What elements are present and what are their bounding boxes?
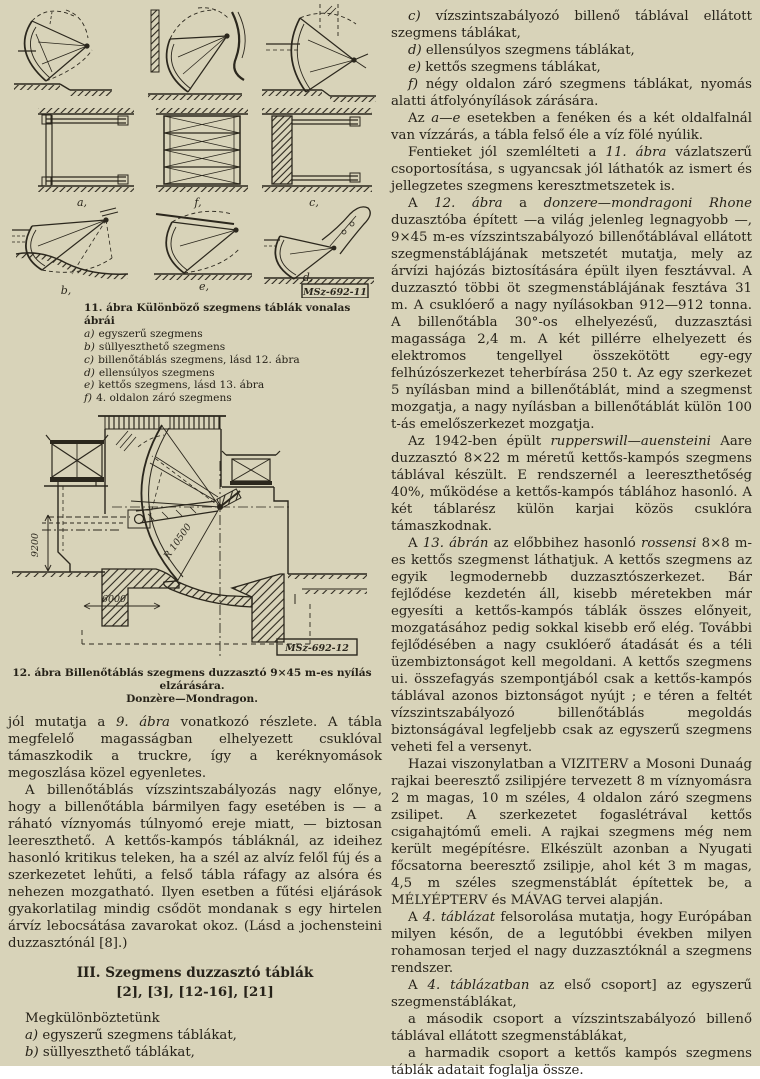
italic-text: c)	[408, 9, 421, 24]
italic-text: rossensi	[640, 536, 697, 551]
fig12-pier-structure	[98, 416, 288, 574]
caption-item-label: f)	[84, 392, 93, 405]
text: vonatkozó részlete. A tábla megfelelő magasságban elhelyezett csuklóval támaszkodik a truckre, így a keréknyomások megoszlása közel egyenletes.	[8, 715, 383, 782]
figure-11-caption-items	[84, 328, 372, 405]
fig11-cross-section-c	[262, 108, 372, 192]
caption-item-text: 4. oldalon záró szegmens	[96, 392, 232, 405]
left-column-text	[8, 714, 382, 1061]
figure-12-caption	[8, 667, 376, 706]
italic-text: f)	[408, 77, 419, 92]
text: Fentieket jól szemlélteti a	[408, 145, 606, 160]
paragraph	[8, 714, 382, 782]
fig11-label-e: e,	[198, 280, 210, 293]
fig12-left-hoist-truss	[44, 435, 108, 486]
text: esetekben a fenéken és a két oldalfalnál van vízzárás, a tábla felső éle a víz fölé nyúlik.	[391, 111, 752, 143]
fig11-gate-lowerable	[12, 208, 128, 279]
fig11-label-a: a,	[76, 196, 88, 209]
caption-item-label: d)	[84, 366, 95, 379]
fig11-gate-with-flap	[262, 4, 376, 102]
paragraph	[391, 433, 752, 535]
caption-item	[84, 328, 372, 341]
caption-item-label: c)	[84, 353, 95, 366]
italic-text: rupperswill—auensteini	[550, 434, 711, 449]
text: A	[408, 196, 435, 211]
paragraph	[8, 1010, 382, 1027]
text: Az	[408, 111, 432, 126]
fig12-right-hoist-truss	[222, 451, 280, 485]
figure-12-caption-line1: 12. ábra Billenőtáblás szegmens duzzasztó 9×45 m-es nyílás elzárására.	[12, 667, 372, 693]
text: III. Szegmens duzzasztó táblák	[76, 965, 314, 982]
paragraph	[391, 8, 752, 42]
caption-item	[84, 379, 372, 392]
italic-text: 9. ábra	[115, 715, 170, 731]
text: a	[502, 196, 544, 211]
figure-12-weir-cross-section	[12, 411, 368, 663]
caption-item	[84, 367, 372, 380]
paragraph	[391, 535, 752, 756]
italic-text: e)	[408, 60, 422, 75]
fig11-stamp-text: MSz-692-11	[303, 287, 367, 298]
paragraph	[391, 756, 752, 909]
left-column	[8, 2, 382, 1061]
fig12-water-level-lines	[42, 517, 130, 530]
fig11-gate-counterweighted	[264, 207, 374, 284]
text: süllyeszthető táblákat,	[38, 1045, 195, 1061]
italic-text: a—e	[431, 111, 461, 126]
italic-text: d)	[408, 43, 422, 58]
paragraph	[391, 1011, 752, 1045]
fig11-gate-simple-segment	[14, 10, 112, 96]
paragraph	[391, 977, 752, 1011]
fig11-label-d: d,	[302, 271, 314, 284]
italic-text: 12. ábra	[434, 196, 503, 211]
text: ellensúlyos szegmens táblákat,	[421, 43, 635, 58]
paragraph	[8, 1044, 382, 1061]
text: Hazai viszonylatban a VIZITERV a Mosoni Dunaág rajkai beeresztő zsilipjére tervezett 8 m víznyomásra 2 m magas, 10 m széles, 4 oldalon záró szegmens zsilipet. A szerkezetet fogaslétrával kettős csigahajtómű emeli. A rajkai szegmens még nem került megépítésre. Elkészült azonban a Nyugati főcsatorna beeresztő zsilipje, ahol két 3 m magas, 4,5 m széles szegmenstáblát építettek be, a MÉLYÉPTERV és MÁVAG tervei alapján.	[391, 757, 752, 908]
text: Az 1942-ben épült	[408, 434, 551, 449]
italic-text: donzere—mondragoni Rhone	[543, 196, 752, 211]
fig11-stamp-box	[302, 284, 368, 298]
caption-item	[84, 341, 372, 354]
text: A	[408, 910, 423, 925]
caption-item-label: a)	[84, 327, 95, 340]
italic-text: 4. táblázat	[422, 910, 496, 925]
paragraph	[391, 1045, 752, 1079]
text: az előbbihez hasonló	[488, 536, 641, 551]
figure-12-caption-line2: Donzère—Mondragon.	[126, 693, 258, 706]
fig12-stamp-box	[277, 639, 357, 655]
text: jól mutatja a	[8, 715, 116, 731]
italic-text: a)	[25, 1028, 39, 1044]
italic-text: b)	[25, 1045, 39, 1061]
caption-item	[84, 354, 372, 367]
text: egyszerű szegmens táblákat,	[38, 1028, 237, 1044]
paragraph	[391, 195, 752, 433]
italic-text: 13. ábrán	[422, 536, 489, 551]
italic-text: 11. ábra	[605, 145, 667, 160]
paragraph	[391, 76, 752, 110]
caption-item-text: kettős szegmens, lásd 13. ábra	[98, 379, 265, 392]
fig11-cross-section-a	[38, 108, 134, 192]
figure-11-caption-title: 11. ábra Különböző szegmens táblák vonalas ábrái	[84, 302, 351, 327]
paragraph	[391, 59, 752, 76]
caption-item-text: egyszerű szegmens	[98, 327, 203, 340]
caption-item-text: süllyeszthető szegmens	[98, 340, 226, 353]
text: A	[408, 536, 423, 551]
fig11-gate-four-side-sealing	[148, 8, 245, 100]
caption-item-text: ellensúlyos szegmens	[98, 366, 215, 379]
paragraph	[391, 42, 752, 59]
text: az első csoport] az egyszerű szegmenstáblákat,	[391, 978, 752, 1010]
caption-item-label: b)	[84, 340, 95, 353]
fig11-gate-double-segment	[154, 211, 252, 280]
caption-item-label: e)	[84, 379, 95, 392]
fig11-label-c: c,	[309, 196, 319, 209]
paragraph	[8, 1027, 382, 1044]
fig11-label-b: b,	[60, 284, 72, 297]
paragraph	[391, 110, 752, 144]
paragraph	[8, 782, 382, 952]
fig12-dim-radius-text: R 10500	[161, 522, 195, 562]
fig12-stamp-text: MSz-692-12	[285, 643, 349, 655]
text: a második csoport a vízszintszabályozó billenő táblával ellátott szegmenstáblákat,	[391, 1012, 752, 1044]
text: 8×8 m-es kettős szegmenst láthatjuk. A kettős szegmens az egyik legmodernebb duzzasztószerkezet. Bár fejlődése kezdetén áll, kisebb méretekben már egyesíti a kettős-kampós táblák összes előnyeit, mozgatásához pedig sokkal kisebb erő elég. További fejlődésében a nagy csuklóerő átadását és a téli üzembiztonságot kell megoldani. A kettős szegmens ui. összefagyás szempontjából csak a kettős-kampós táblával azonos biztonságot nyújt ; e téren a feltét vízszintszabályozó billenőtáblás megoldás biztonságával legfeljebb csak az egyszerű szegmens veheti fel a versenyt.	[391, 536, 752, 755]
text: A	[408, 978, 428, 993]
fig12-dim-height-text: 9200	[30, 533, 41, 558]
caption-item	[84, 392, 372, 405]
fig12-dim-width-text: 6000	[101, 594, 127, 606]
fig12-dimension-9200	[30, 515, 51, 571]
text: Megkülönböztetünk	[25, 1011, 160, 1027]
figure-11-line-drawings	[8, 2, 380, 298]
right-column	[391, 8, 752, 1079]
text: duzasztóba épített —a világ jelenleg legnagyobb —, 9×45 m-es vízszintszabályozó billenőtáblával ellátott szegmenstáblájának metszetét mutatja, mely az árvízi hajózás biztosítására épült ilyen fesztávval. A duzzasztó többi öt szegmenstáblájának fesztáva 31 m. A csuklóerő a nagy nyílásokban 912—912 tonna. A billenőtábla 30°-os elhelyezésű, duzzasztási magassága 2,4 m. A két pillérre elhelyezett és elektromos tengellyel összekötött egy-egy felhúzószerkezet teherbírása 250 t. Az egy szerkezet 5 nyílásban mind a billenőtáblát, mind a szegmenst mozgatja, a nagy nyílásban a billenőtáblát külön 100 t-ás emelőszerkezet mozgatja.	[391, 213, 752, 432]
caption-item-text: billenőtáblás szegmens, lásd 12. ábra	[98, 353, 300, 366]
fig11-cross-section-f	[156, 108, 248, 192]
paragraph	[391, 144, 752, 195]
italic-text: 4. táblázatban	[427, 978, 530, 993]
section-heading	[8, 984, 382, 1001]
text: vázlatszerű csoportosítása, s ugyancsak jól láthatók az ismert és jellegzetes szegmens keresztmetszetek is.	[391, 145, 752, 194]
text: felsorolása mutatja, hogy Európában milyen későn, de a legutóbbi években milyen rohamosan terjed el nagy duzzasztóknál a szegmens rendszer.	[391, 910, 752, 976]
text: A billenőtáblás vízszintszabályozás nagy előnye, hogy a billenőtábla bármilyen fagy esetében is — a ráható víznyomás túlnyomó ereje miatt, — biztosan leereszthető. A kettős-kampós tábláknál, az ideihez hasonló kritikus teleken, ha a szél az alvíz felől fúj és a szerkezetet lehűti, a felső tábla ráfagy az alsóra és nehezen mozgatható. Ilyen esetben a fűtési eljárások gyakorlatilag mindig csődöt mondanak s egy hirtelen árvíz lebocsátása zavarokat okoz. (Lásd a jochensteini duzzasztónál [8].)	[8, 783, 382, 952]
paragraph	[391, 909, 752, 977]
figure-11-caption	[84, 302, 372, 405]
section-heading	[8, 965, 382, 982]
fig12-concrete-foundation	[82, 569, 367, 644]
fig11-label-f: f,	[194, 196, 202, 209]
text: vízszintszabályozó billenő táblával ellátott szegmens táblákat,	[391, 9, 752, 41]
text: a harmadik csoport a kettős kampós szegmens táblák adatait foglalja össze.	[391, 1046, 752, 1078]
text: Aare duzzasztó 8×22 m méretű kettős-kampós szegmens táblával készült. E rendszernél a leereszthetőség 40%, működése a kettős-kampós táblához hasonló. A két táblarész külön karjai közös csuklóra támaszkodnak.	[391, 434, 752, 534]
text: négy oldalon záró szegmens táblákat, nyomás alatti átfolyónyílások zárására.	[391, 77, 752, 109]
text: kettős szegmens táblákat,	[421, 60, 601, 75]
text: [2], [3], [12-16], [21]	[116, 985, 274, 1001]
fig12-upstream-wall	[12, 486, 105, 577]
